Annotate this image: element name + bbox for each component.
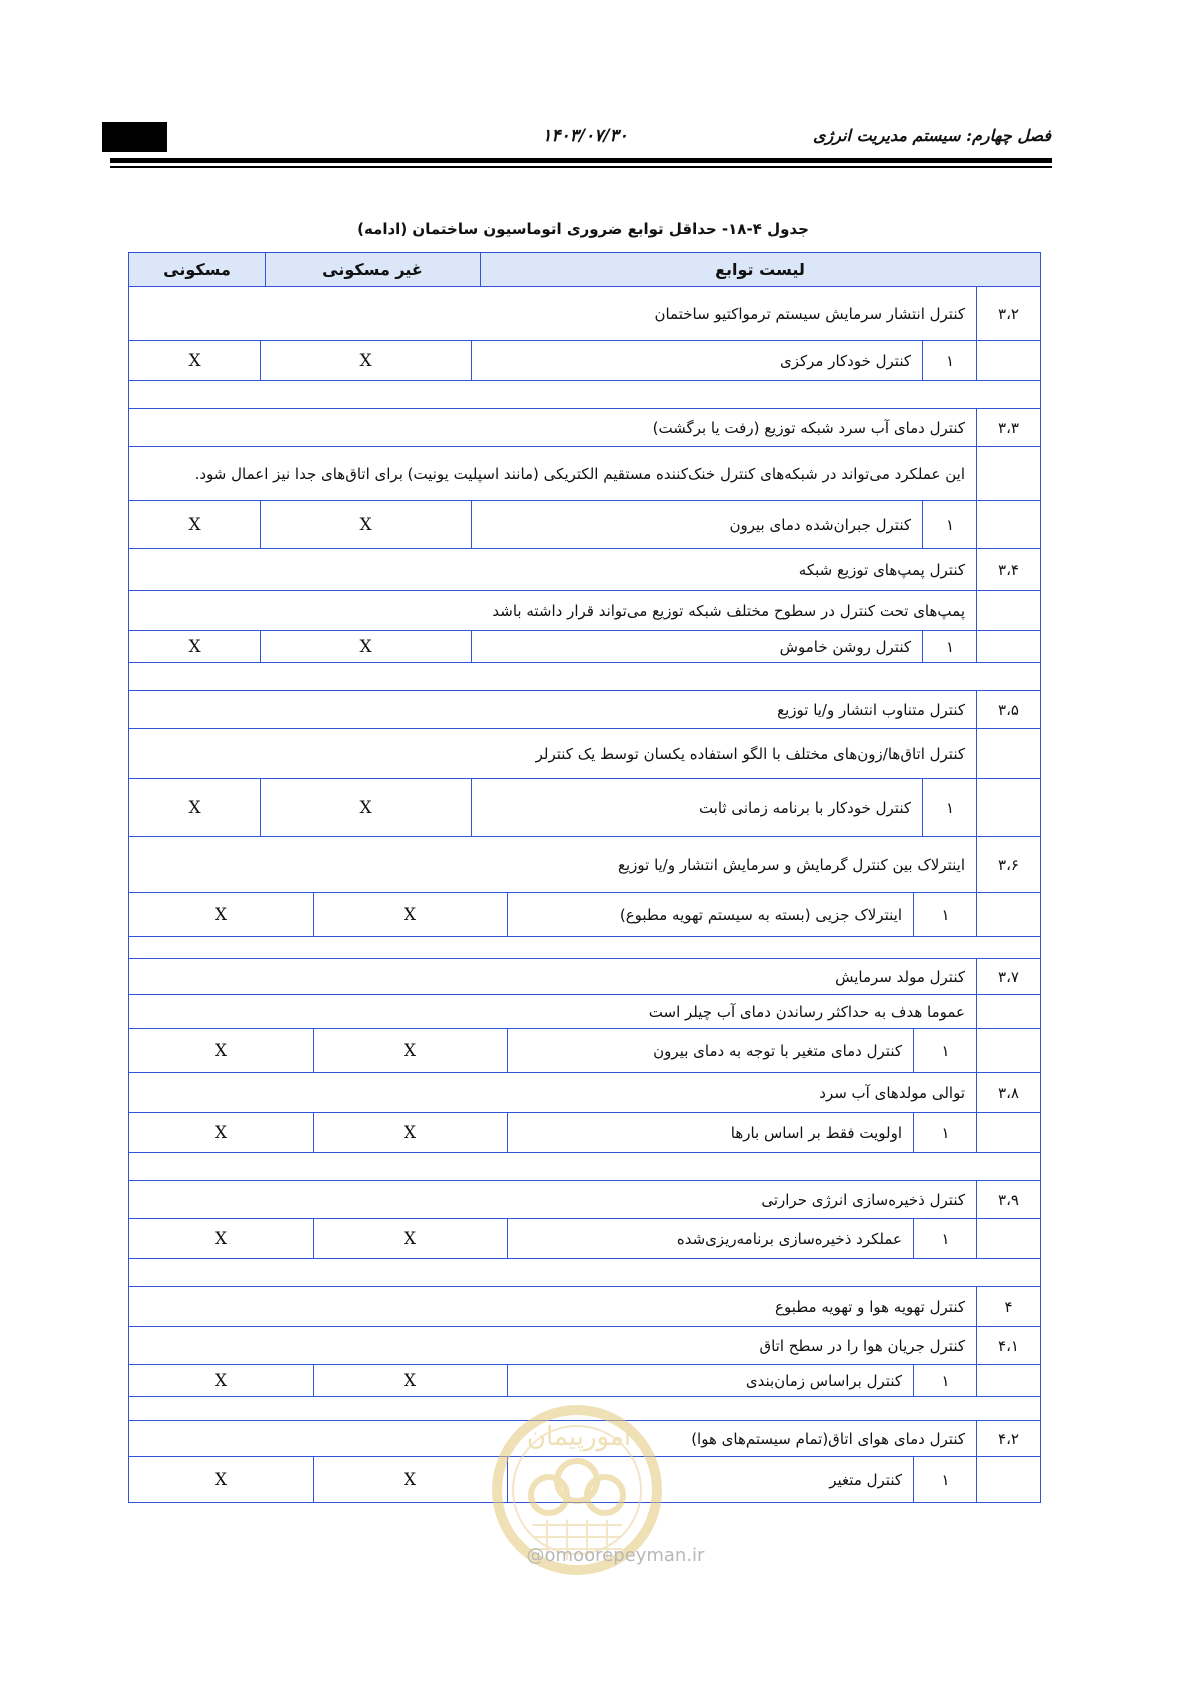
- table-header-row: [129, 253, 1040, 286]
- item-label: کنترل دمای متغیر با توجه به دمای بیرون: [653, 1041, 902, 1060]
- table-item-row: [129, 500, 1040, 548]
- item-number: ۱: [945, 637, 955, 656]
- section-title: توالی مولدهای آب سرد: [819, 1083, 965, 1102]
- column-header-functions: لیست توابع: [715, 260, 805, 279]
- non-residential-mark: X: [403, 1122, 417, 1143]
- item-label: کنترل براساس زمان‌بندی: [745, 1371, 902, 1390]
- section-title: کنترل مولد سرمایش: [835, 967, 965, 986]
- section-title: کنترل پمپ‌های توزیع شبکه: [798, 560, 965, 579]
- residential-mark: X: [188, 636, 201, 657]
- item-label: کنترل خودکار مرکزی: [779, 351, 911, 370]
- header-black-box: [102, 122, 167, 152]
- table-item-row: [129, 1364, 1040, 1396]
- item-number: ۱: [945, 351, 955, 370]
- item-number: ۱: [941, 1229, 950, 1248]
- residential-mark: X: [214, 1040, 228, 1061]
- item-label: اینترلاک جزیی (بسته به سیستم تهویه مطبوع): [619, 905, 902, 924]
- item-label: کنترل خودکار با برنامه زمانی ثابت: [698, 798, 911, 817]
- residential-mark: X: [214, 904, 228, 925]
- residential-mark: X: [214, 1370, 228, 1391]
- header-rule-thick: [110, 158, 1052, 163]
- table-spacer-row: [129, 1152, 1040, 1180]
- table-section-row: [129, 286, 1040, 340]
- item-number: ۱: [945, 515, 955, 534]
- watermark-logo-text: امورپیمان: [526, 1422, 632, 1452]
- watermark-site: @omoorepeyman.ir: [526, 1545, 705, 1566]
- non-residential-mark: X: [359, 636, 372, 657]
- item-number: ۱: [941, 1371, 950, 1390]
- column-header-residential: مسکونی: [163, 260, 231, 279]
- section-title: کنترل تهویه هوا و تهویه مطبوع: [775, 1297, 965, 1316]
- table-item-row: [129, 340, 1040, 380]
- section-title: کنترل انتشار سرمایش سیستم ترمواکتیو ساختمان: [654, 304, 965, 323]
- section-note: عموما هدف به حداکثر رساندن دمای آب چیلر است: [648, 1002, 965, 1021]
- table-item-row: [129, 892, 1040, 936]
- table-section-row: [129, 1180, 1040, 1218]
- table-caption: جدول ۴-۱۸- حداقل توابع ضروری اتوماسیون ساختمان (ادامه): [357, 220, 809, 238]
- item-number: ۱: [941, 1041, 950, 1060]
- column-header-non-residential: غیر مسکونی: [322, 260, 423, 279]
- section-note: کنترل اتاق‌ها/زون‌های مختلف با الگو استفاده یکسان توسط یک کنترلر: [535, 744, 965, 763]
- section-note: این عملکرد می‌تواند در شبکه‌های کنترل خنک‌کننده مستقیم الکتریکی (مانند اسپلیت یونیت) برای اتاق‌های جدا نیز اعمال شود.: [194, 464, 965, 483]
- non-residential-mark: X: [359, 514, 372, 535]
- table-spacer-row: [129, 936, 1040, 958]
- non-residential-mark: X: [403, 1228, 417, 1249]
- table-section-row: [129, 408, 1040, 446]
- item-label: کنترل جبران‌شده دمای بیرون: [729, 515, 911, 534]
- non-residential-mark: X: [403, 1040, 417, 1061]
- table-section-row: [129, 1072, 1040, 1112]
- non-residential-mark: X: [403, 1370, 417, 1391]
- item-label: اولویت فقط بر اساس بارها: [730, 1123, 902, 1142]
- table-note-row: [129, 590, 1040, 630]
- section-code: ۳،۳: [998, 418, 1019, 437]
- item-number: ۱: [941, 1470, 950, 1489]
- section-title: کنترل جریان هوا را در سطح اتاق: [759, 1336, 965, 1355]
- section-code: ۳،۹: [998, 1190, 1019, 1209]
- table-spacer-row: [129, 1258, 1040, 1286]
- table-item-row: [129, 1218, 1040, 1258]
- residential-mark: X: [188, 514, 201, 535]
- table-section-row: [129, 1286, 1040, 1326]
- table-item-row: [129, 630, 1040, 662]
- table-note-row: [129, 446, 1040, 500]
- section-code: ۳،۸: [998, 1083, 1019, 1102]
- section-title: کنترل متناوب انتشار و/یا توزیع: [777, 700, 965, 719]
- section-code: ۳،۷: [998, 967, 1019, 986]
- functions-table: [128, 252, 1041, 1503]
- section-code: ۴،۲: [998, 1429, 1019, 1448]
- table-section-row: [129, 958, 1040, 994]
- table-item-row: [129, 1028, 1040, 1072]
- section-code: ۳،۶: [998, 855, 1019, 874]
- item-label: کنترل روشن خاموش: [779, 637, 911, 656]
- table-spacer-row: [129, 380, 1040, 408]
- header-chapter-title: فصل چهارم: سیستم مدیریت انرژی: [813, 126, 1051, 145]
- item-number: ۱: [941, 1123, 950, 1142]
- non-residential-mark: X: [359, 797, 372, 818]
- table-section-row: [129, 836, 1040, 892]
- section-title: اینترلاک بین کنترل گرمایش و سرمایش انتشار و/یا توزیع: [617, 855, 965, 874]
- residential-mark: X: [188, 350, 201, 371]
- table-note-row: [129, 994, 1040, 1028]
- non-residential-mark: X: [359, 350, 372, 371]
- section-code: ۳،۵: [998, 700, 1019, 719]
- item-number: ۱: [945, 798, 955, 817]
- item-number: ۱: [941, 905, 950, 924]
- section-title: کنترل ذخیره‌سازی انرژی حرارتی: [761, 1190, 965, 1209]
- residential-mark: X: [214, 1228, 228, 1249]
- section-title: کنترل دمای آب سرد شبکه توزیع (رفت یا برگشت): [652, 418, 965, 437]
- table-section-row: [129, 548, 1040, 590]
- section-code: ۳،۴: [998, 560, 1019, 579]
- table-section-row: [129, 690, 1040, 728]
- section-code: ۳،۲: [998, 304, 1019, 323]
- header-date: ۱۴۰۳/۰۷/۳۰: [542, 126, 628, 146]
- table-note-row: [129, 728, 1040, 778]
- table-section-row: [129, 1326, 1040, 1364]
- table-item-row: [129, 1112, 1040, 1152]
- table-spacer-row: [129, 662, 1040, 690]
- table-item-row: [129, 778, 1040, 836]
- section-note: پمپ‌های تحت کنترل در سطوح مختلف شبکه توزیع می‌تواند قرار داشته باشد: [492, 601, 965, 620]
- non-residential-mark: X: [403, 904, 417, 925]
- item-label: کنترل متغیر: [829, 1470, 902, 1489]
- section-title: کنترل دمای هوای اتاق(تمام سیستم‌های هوا): [691, 1429, 965, 1448]
- non-residential-mark: X: [403, 1469, 417, 1490]
- item-label: عملکرد ذخیره‌سازی برنامه‌ریزی‌شده: [676, 1229, 902, 1248]
- section-code: ۴: [1004, 1297, 1013, 1316]
- section-code: ۴،۱: [998, 1336, 1019, 1355]
- residential-mark: X: [188, 797, 201, 818]
- header-rule-thin: [110, 166, 1052, 168]
- residential-mark: X: [214, 1122, 228, 1143]
- residential-mark: X: [214, 1469, 228, 1490]
